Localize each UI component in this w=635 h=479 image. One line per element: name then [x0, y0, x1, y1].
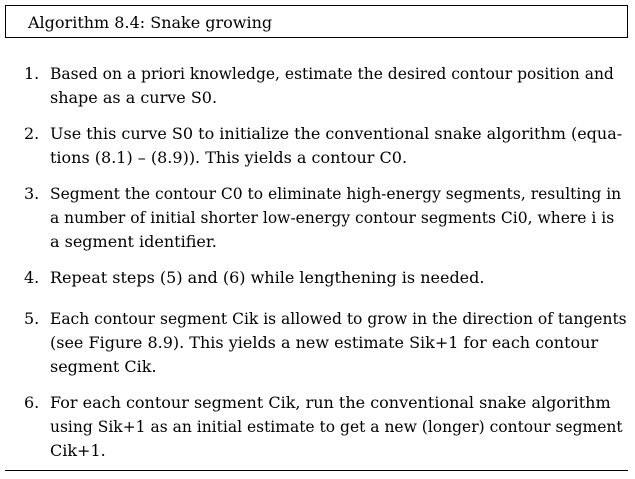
step-line: Use this curve S0 to initialize the conventional snake algorithm (equa-: [50, 124, 623, 143]
step-text: [50, 266, 628, 290]
step-text: [50, 307, 628, 379]
step-number: 3.: [24, 184, 40, 203]
step-line: shape as a curve S0.: [50, 88, 218, 107]
step-text: [50, 391, 628, 463]
step-number: 1.: [24, 64, 40, 83]
step-line: a segment identifier.: [50, 232, 217, 251]
step-line: Repeat steps (5) and (6) while lengthening is needed.: [50, 268, 485, 287]
step-line: Cik+1.: [50, 441, 106, 460]
step-text: [50, 182, 628, 254]
step-number: 6.: [24, 393, 40, 412]
step-line: (see Figure 8.9). This yields a new estimate Sik+1 for each contour: [50, 333, 599, 352]
step-number: 4.: [24, 268, 40, 287]
algorithm-title: Algorithm 8.4: Snake growing: [28, 13, 273, 32]
bottom-rule: [5, 470, 628, 471]
step-line: Each contour segment Cik is allowed to grow in the direction of tangents: [50, 310, 627, 328]
step-number: 2.: [24, 124, 40, 143]
step-line: tions (8.1) – (8.9)). This yields a contour C0.: [50, 148, 408, 167]
step-line: a number of initial shorter low-energy contour segments Ci0, where i is: [50, 209, 615, 227]
step-line: Segment the contour C0 to eliminate high-energy segments, resulting in: [50, 185, 622, 203]
step-line: Based on a priori knowledge, estimate the desired contour position and: [50, 65, 614, 83]
step-text: [50, 62, 628, 110]
step-text: [50, 122, 628, 170]
step-number: 5.: [24, 309, 40, 328]
step-line: For each contour segment Cik, run the conventional snake algorithm: [50, 393, 611, 412]
step-line: segment Cik.: [50, 357, 157, 376]
step-line: using Sik+1 as an initial estimate to get a new (longer) contour segment: [50, 418, 623, 436]
